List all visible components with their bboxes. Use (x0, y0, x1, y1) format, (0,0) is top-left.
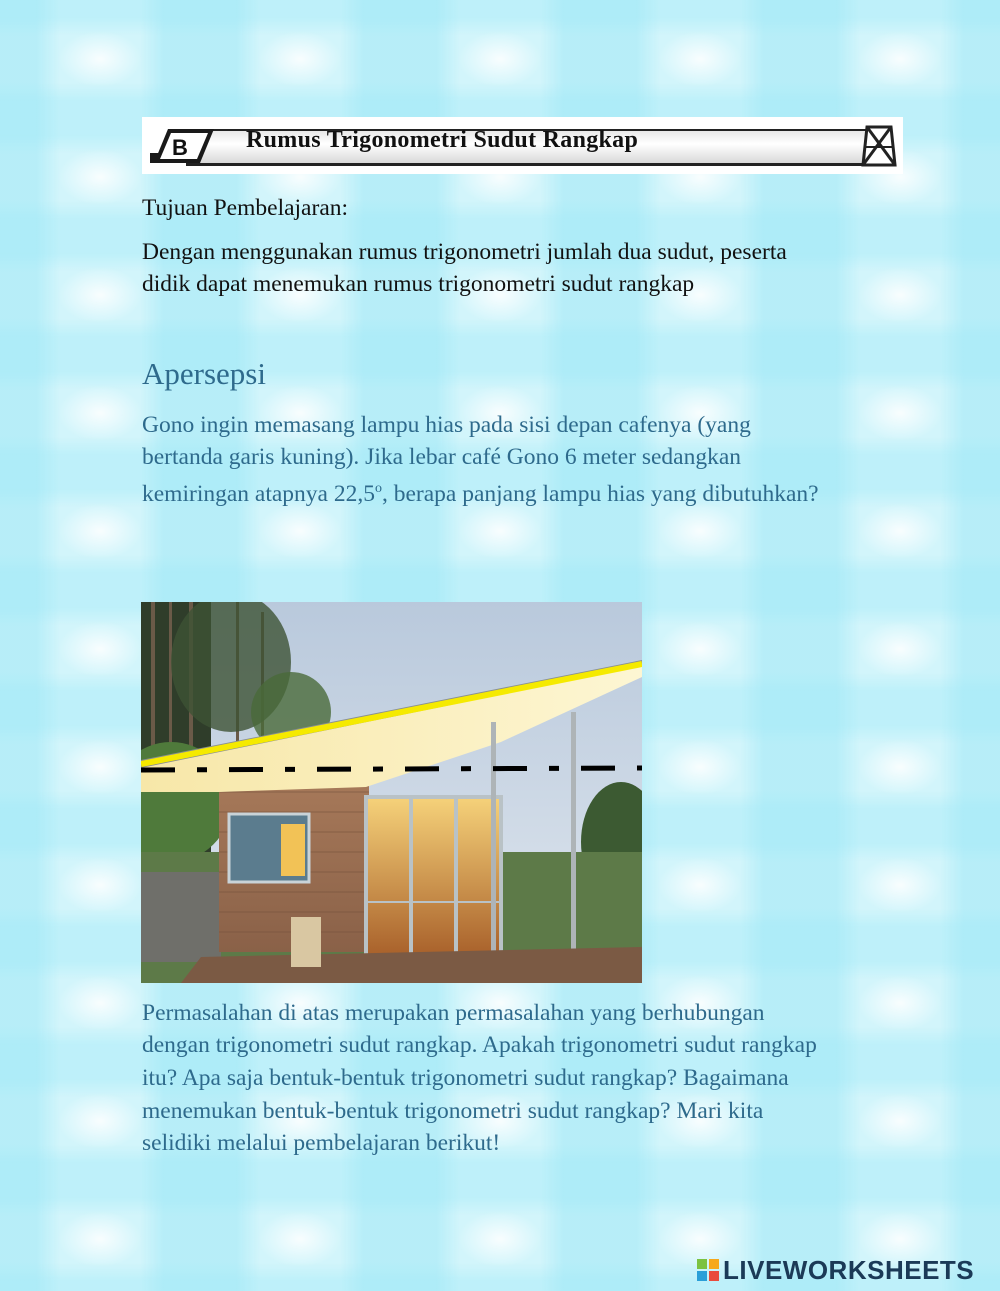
apersepsi-line-3-start: kemiringan atapnya 22,5 (142, 480, 375, 507)
apersepsi-line-2: bertanda garis kuning). Jika lebar café Gono 6 meter sedangkan (142, 444, 742, 470)
apersepsi-line-3-end: , berapa panjang lampu hias yang dibutuhkan? (381, 480, 819, 507)
house-photo-icon (141, 602, 642, 983)
cafe-house-photo (141, 602, 642, 983)
section-title: Rumus Trigonometri Sudut Rangkap (246, 127, 639, 153)
problem-line-5: selidiki melalui pembelajaran berikut! (142, 1130, 501, 1156)
problem-line-1: Permasalahan di atas merupakan permasalahan yang berhubungan (142, 1000, 765, 1026)
liveworksheets-name: LIVEWORKSHEETS (723, 1254, 975, 1285)
problem-line-4: menemukan bentuk-bentuk trigonometri sudut rangkap? Mari kita (142, 1098, 764, 1124)
objectives-line-2: didik dapat menemukan rumus trigonometri sudut rangkap (142, 271, 695, 297)
liveworksheets-logo-icon (697, 1259, 719, 1281)
objectives-line-1: Dengan menggunakan rumus trigonometri jumlah dua sudut, peserta (142, 239, 787, 265)
degree-superscript: o (374, 481, 382, 496)
apersepsi-line-1: Gono ingin memasang lampu hias pada sisi depan cafenya (yang (142, 412, 751, 438)
section-b-logo-icon (150, 123, 218, 167)
geometric-emblem-icon (861, 123, 897, 169)
problem-line-2: dengan trigonometri sudut rangkap. Apakah trigonometri sudut rangkap (142, 1032, 817, 1058)
apersepsi-heading: Apersepsi (142, 356, 266, 391)
problem-line-3: itu? Apa saja bentuk-bentuk trigonometri sudut rangkap? Bagaimana (142, 1065, 789, 1091)
section-banner (142, 117, 903, 174)
objectives-label: Tujuan Pembelajaran: (142, 195, 349, 221)
liveworksheets-brand[interactable] (697, 1255, 974, 1285)
apersepsi-line-3 (142, 473, 819, 510)
banner-badge-letter: B (172, 135, 188, 160)
